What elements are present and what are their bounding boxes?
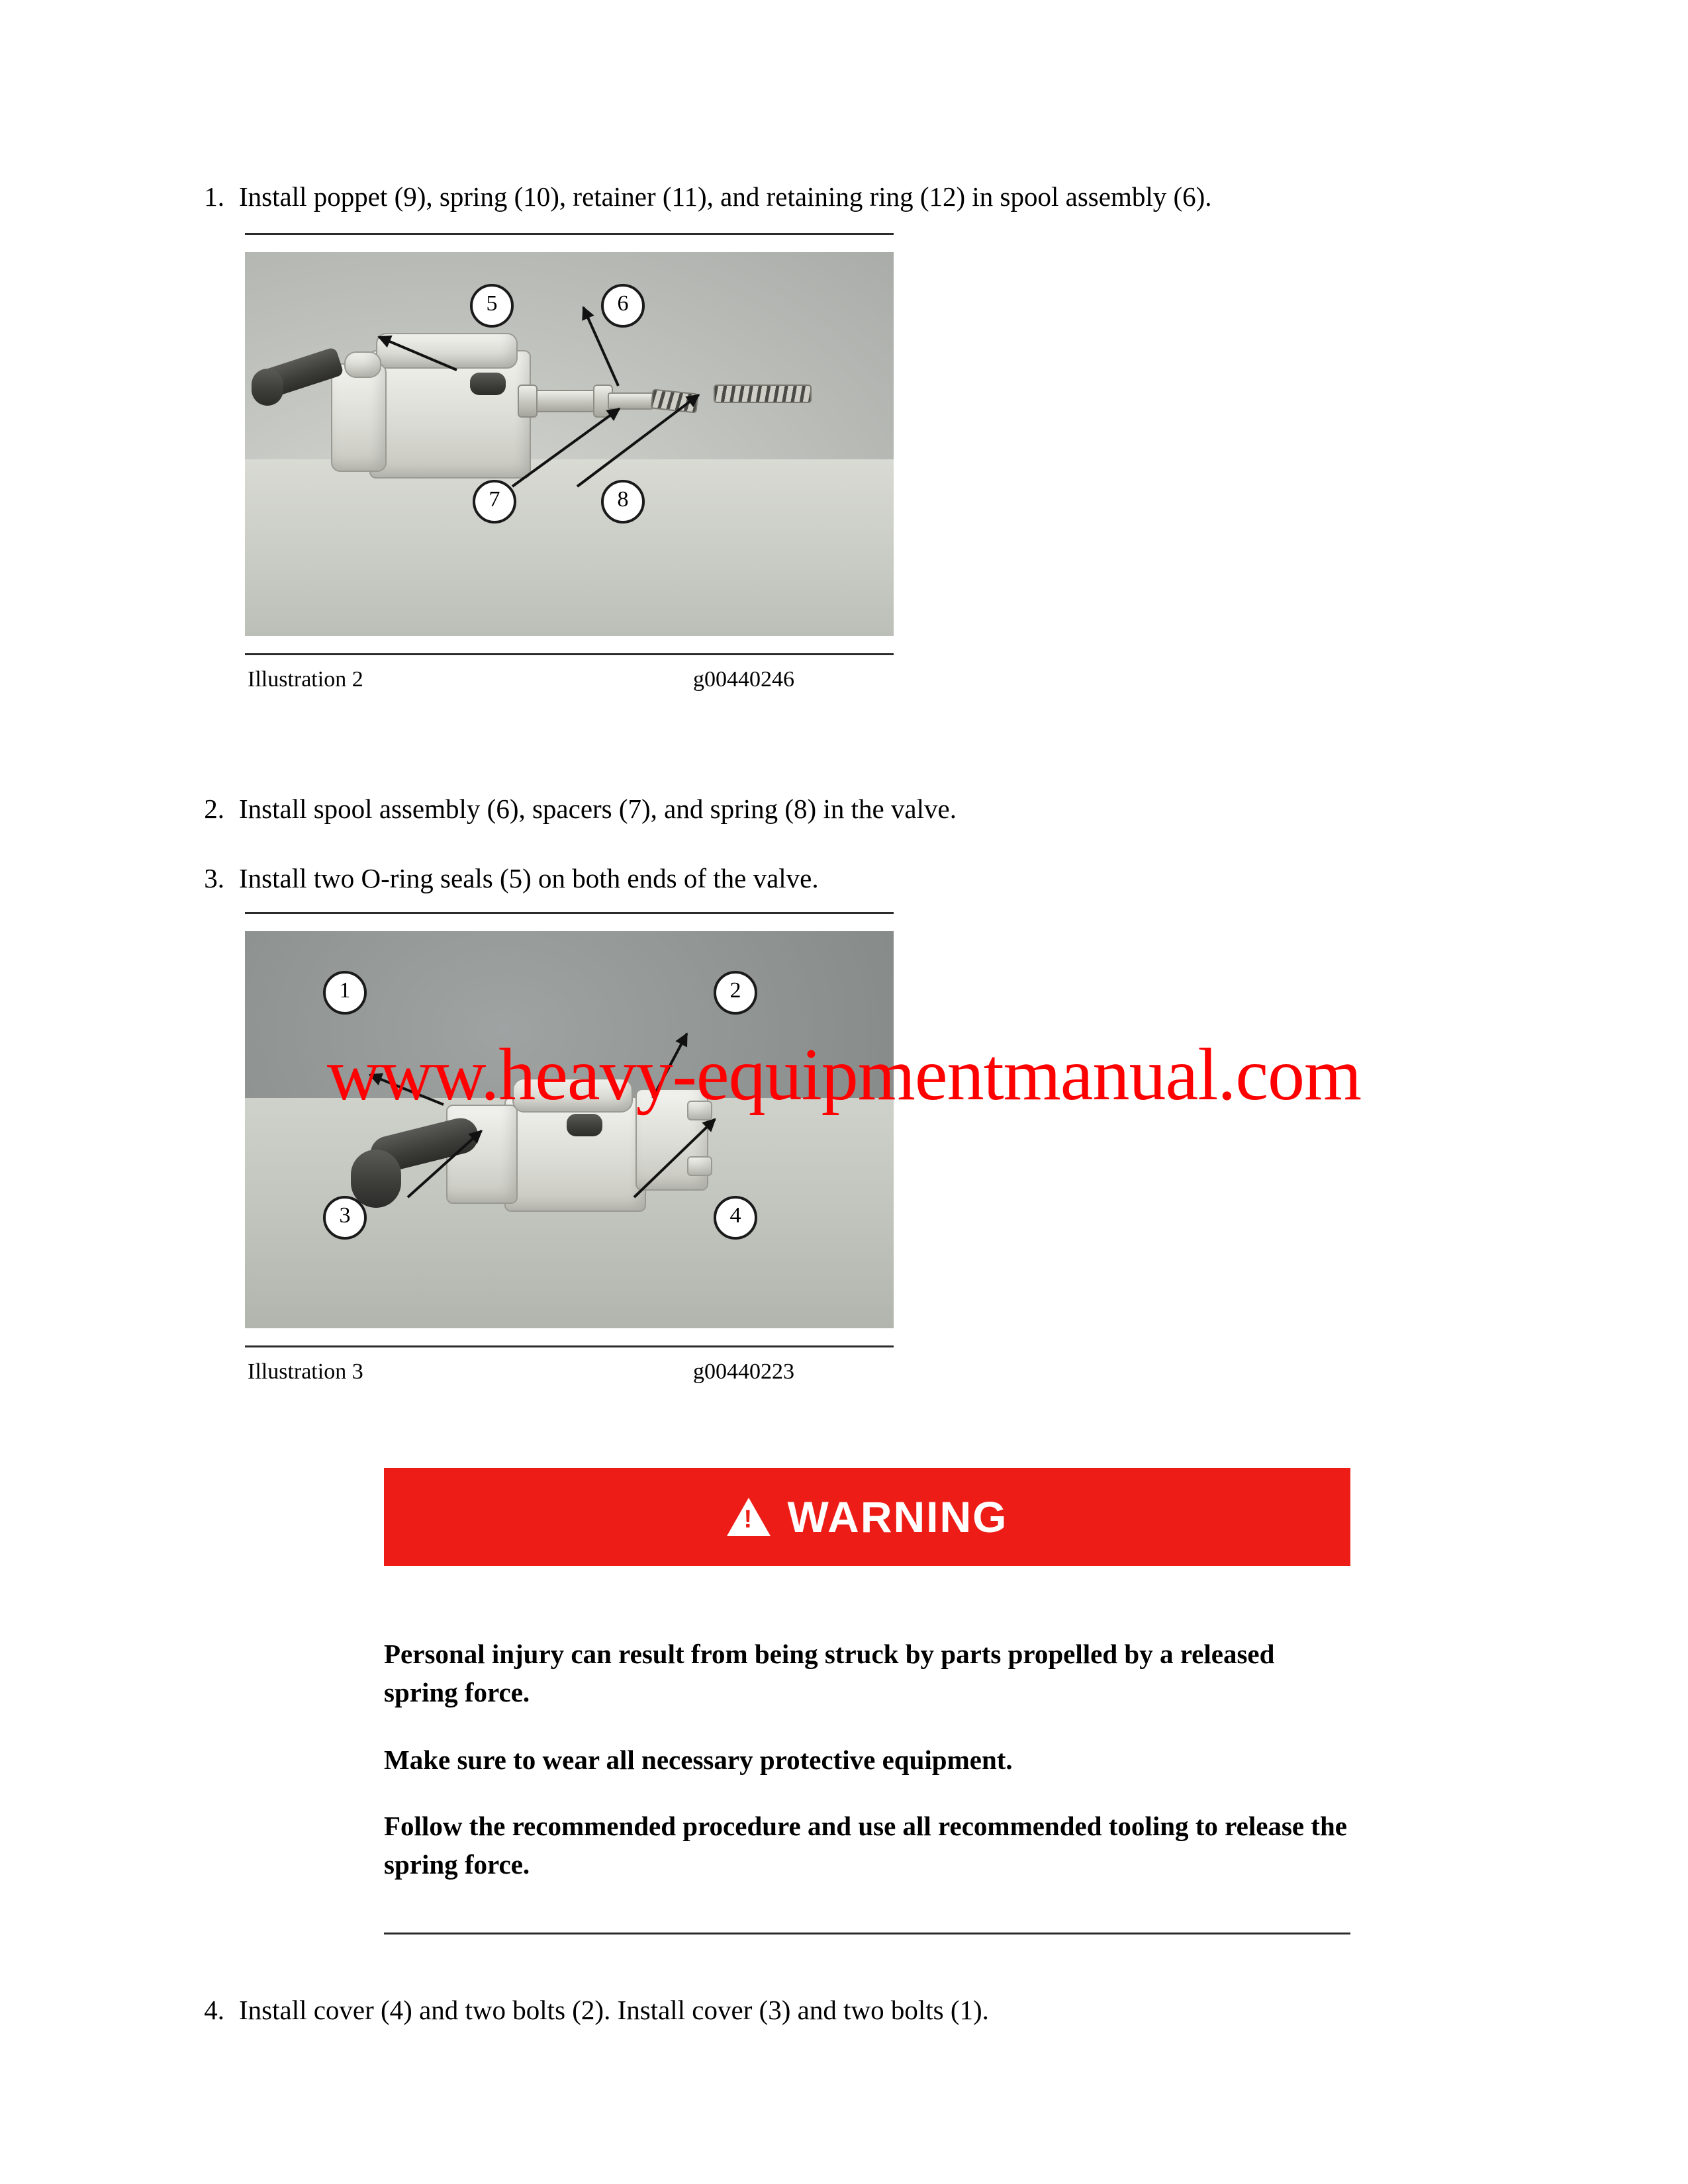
illustration-2-block [245,233,894,692]
warning-banner [384,1468,1350,1566]
illustration-3-id: g00440223 [693,1359,794,1384]
lever-knob [351,1150,401,1208]
valve-body [369,350,531,478]
illustration-3-block [245,912,894,1385]
illustration-3-top-rule [245,912,894,914]
callout-1: 1 [323,971,367,1015]
illustration-3-photo [245,931,894,1328]
step-4-text: Install cover (4) and two bolts (2). Install cover (3) and two bolts (1). [239,1995,989,2025]
spacer-left [518,385,538,418]
illustration-3-label: Illustration 3 [248,1359,363,1384]
spring-long [714,385,812,403]
illustration-2-top-rule [245,233,894,235]
callout-8: 8 [601,480,645,523]
callout-7: 7 [473,480,516,523]
callout-6: 6 [601,284,645,328]
step-1-text: Install poppet (9), spring (10), retainer (11), and retaining ring (12) in spool assembly (6). [239,181,1212,212]
valve-body-upper [376,333,518,369]
callout-3: 3 [323,1196,367,1240]
warning-bottom-rule [384,1933,1350,1934]
callout-5: 5 [470,284,514,328]
step-3-text: Install two O-ring seals (5) on both ends of the valve. [239,863,819,893]
step-4 [195,1992,1519,2028]
handle-knob [252,369,283,406]
valve-port-recess [567,1114,602,1136]
step-2 [195,791,1519,827]
callout-2: 2 [714,971,757,1015]
callout-4: 4 [714,1196,757,1240]
illustration-3-caption [245,1347,894,1385]
valve-collar [344,351,381,378]
warning-title: WARNING [787,1492,1008,1541]
step-2-text: Install spool assembly (6), spacers (7), and spring (8) in the valve. [239,794,957,824]
warning-paragraph-2: Make sure to wear all necessary protective equipment. [384,1745,1013,1775]
valve-port-recess [470,373,506,395]
illustration-2-label: Illustration 2 [248,667,363,692]
step-1-number: 1. [204,181,224,212]
step-3 [195,860,1519,897]
photo-worktable [245,459,894,636]
illustration-2-photo [245,252,894,636]
valve-boss [331,363,387,472]
step-3-number: 3. [204,863,224,893]
illustration-2-caption [245,655,894,692]
step-4-number: 4. [204,1995,224,2025]
valve-top-boss [512,1078,633,1113]
bolt-right-2 [687,1156,712,1176]
watermark-text: www.heavy-equipmentmanual.com [326,1034,1362,1116]
warning-paragraph-1: Personal injury can result from being struck by parts propelled by a released spring force. [384,1639,1275,1708]
warning-paragraph-3: Follow the recommended procedure and use all recommended tooling to release the spring force. [384,1811,1347,1880]
step-1 [195,179,1519,215]
step-2-number: 2. [204,794,224,824]
illustration-2-id: g00440246 [693,667,794,692]
warning-triangle-icon [727,1498,771,1536]
